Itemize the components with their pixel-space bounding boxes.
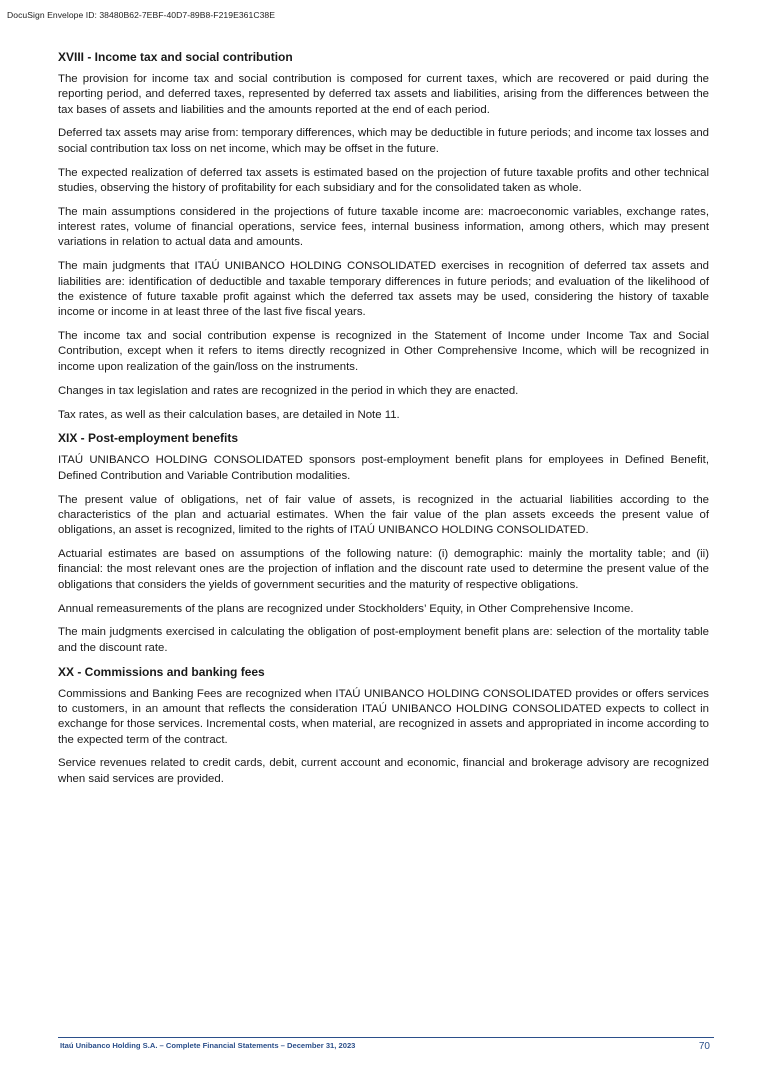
paragraph: Actuarial estimates are based on assumptions of the following nature: (i) demographic: mainly the mortality table; and (ii) financial: the most relevant ones are the projection of inflation and the discount rate used to determine the present value of the obligations that considers the yields of government securities and the maturity of respective obligations. — [58, 548, 709, 591]
footer-divider — [58, 1037, 714, 1038]
paragraph: Service revenues related to credit cards, debit, current account and economic, financial and brokerage advisory are recognized when said services are provided. — [58, 757, 709, 785]
section-heading: XIX - Post-employment benefits — [58, 431, 239, 446]
paragraph: Commissions and Banking Fees are recognized when ITAÚ UNIBANCO HOLDING CONSOLIDATED provides or offers services to customers, in an amount that reflects the consideration ITAÚ UNIBANCO HOLDING CONSOLIDATED expects to collect in exchange for those services. Incremental costs, when material, are recognized in assets and appropriated in income according to the expected term of the contract. — [58, 687, 709, 746]
section-commissions — [58, 665, 709, 787]
section-income-tax — [58, 50, 709, 423]
section-post-employment — [58, 431, 709, 656]
section-heading: XX - Commissions and banking fees — [58, 664, 265, 679]
paragraph: ITAÚ UNIBANCO HOLDING CONSOLIDATED sponsors post-employment benefit plans for employees in Defined Benefit, Defined Contribution and Variable Contribution modalities. — [58, 454, 709, 482]
paragraph: The main assumptions considered in the projections of future taxable income are: macroeconomic variables, exchange rates, interest rates, volume of financial operations, service fees, internal business information, among others, which may present variations in relation to actual data and amounts. — [58, 205, 709, 249]
paragraph: The expected realization of deferred tax assets is estimated based on the projection of future taxable profits and other technical studies, observing the history of profitability for each subsidiary and for the consolidated taken as whole. — [58, 166, 709, 194]
footer-title: Itaú Unibanco Holding S.A. – Complete Financial Statements – December 31, 2023 — [60, 1041, 356, 1050]
paragraph: Annual remeasurements of the plans are recognized under Stockholders’ Equity, in Other Comprehensive Income. — [58, 602, 634, 615]
paragraph: Tax rates, as well as their calculation bases, are detailed in Note 11. — [58, 408, 400, 421]
paragraph: The present value of obligations, net of fair value of assets, is recognized in the actuarial liabilities according to the characteristics of the plan and actuarial estimates. When the fair value of the plan assets exceeds the present value of obligations, an asset is recognized, limited to the rights of ITAÚ UNIBANCO HOLDING CONSOLIDATED. — [58, 493, 709, 537]
document-body — [58, 50, 709, 796]
page-number: 70 — [698, 1041, 710, 1052]
envelope-id: DocuSign Envelope ID: 38480B62-7EBF-40D7-89B8-F219E361C38E — [7, 10, 276, 20]
paragraph: The main judgments that ITAÚ UNIBANCO HOLDING CONSOLIDATED exercises in recognition of deferred tax assets and liabilities are: identification of deductible and taxable temporary differences in future periods; and evaluation of the likelihood of the existence of future taxable profit against which the deferred tax assets may be used, considering the history of taxable income or income in at least three of the last five fiscal years. — [58, 260, 709, 319]
paragraph: The income tax and social contribution expense is recognized in the Statement of Income under Income Tax and Social Contribution, except when it refers to items directly recognized in Other Comprehensive Income, which will be recognized in income upon realization of the gain/loss on the instruments. — [58, 330, 709, 373]
paragraph: The provision for income tax and social contribution is composed for current taxes, which are recovered or paid during the reporting period, and deferred taxes, represented by deferred tax assets and liabilities, arising from the differences between the tax bases of assets and liabilities and the amounts reported at the end of each period. — [58, 73, 709, 116]
section-heading: XVIII - Income tax and social contribution — [58, 50, 293, 64]
paragraph: Changes in tax legislation and rates are recognized in the period in which they are enacted. — [58, 384, 519, 397]
paragraph: The main judgments exercised in calculating the obligation of post-employment benefit plans are: selection of the mortality table and the discount rate. — [58, 626, 709, 654]
paragraph: Deferred tax assets may arise from: temporary differences, which may be deductible in future periods; and income tax losses and social contribution tax loss on net income, which may be offset in the future. — [58, 127, 709, 155]
